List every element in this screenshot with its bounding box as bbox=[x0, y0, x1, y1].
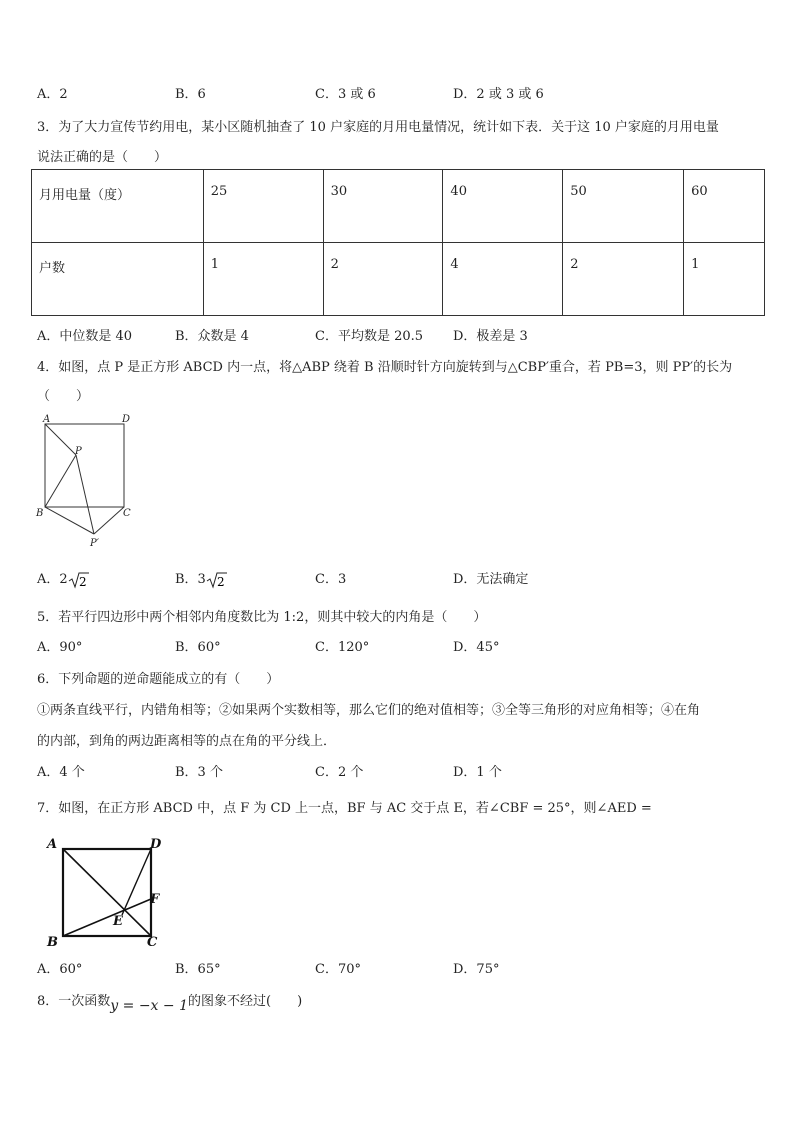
q4-option-b bbox=[175, 568, 228, 589]
q5-stem: 5．若平行四边形中两个相邻内角度数比为 1:2，则其中较大的内角是（ ） bbox=[37, 610, 487, 625]
q2-option-d: D．2 或 3 或 6 bbox=[453, 87, 544, 102]
q7-option-a: A．60° bbox=[37, 962, 83, 977]
table-cell: 30 bbox=[323, 170, 443, 243]
q8-stem bbox=[37, 990, 303, 1014]
q2-option-b: B．6 bbox=[175, 87, 206, 102]
q5-option-a: A．90° bbox=[37, 640, 83, 655]
table-row bbox=[32, 243, 765, 316]
table-header-usage: 月用电量（度） bbox=[32, 170, 204, 243]
q7-option-b: B．65° bbox=[175, 962, 221, 977]
table-cell: 50 bbox=[563, 170, 684, 243]
q4-option-b-radicand: 2 bbox=[216, 574, 225, 589]
q7-option-d: D．75° bbox=[453, 962, 500, 977]
point-label-p-prime: P′ bbox=[90, 538, 99, 549]
q4-option-a bbox=[37, 568, 90, 589]
q4-stem-line2: （ ） bbox=[37, 389, 90, 404]
point-label-e: E bbox=[113, 914, 123, 929]
table-row bbox=[32, 170, 765, 243]
point-label-b: B bbox=[47, 935, 58, 950]
table-cell: 2 bbox=[563, 243, 684, 316]
table-cell: 1 bbox=[203, 243, 323, 316]
q8-formula: y = −x − 1 bbox=[110, 998, 188, 1014]
q6-option-c: C．2 个 bbox=[315, 765, 364, 780]
q6-stem-line2: ①两条直线平行，内错角相等；②如果两个实数相等，那么它们的绝对值相等；③全等三角形的对应角相等；④在角 bbox=[37, 703, 701, 718]
point-label-a: A bbox=[43, 414, 51, 425]
table-cell: 4 bbox=[443, 243, 563, 316]
point-label-b: B bbox=[36, 508, 44, 519]
sqrt-icon bbox=[206, 571, 228, 589]
table-header-households: 户数 bbox=[32, 243, 204, 316]
q3-option-a: A．中位数是 40 bbox=[37, 329, 133, 344]
point-label-a: A bbox=[47, 837, 58, 852]
q7-stem: 7．如图，在正方形 ABCD 中，点 F 为 CD 上一点，BF 与 AC 交于点 E，若∠CBF = 25°，则∠AED = bbox=[37, 801, 652, 816]
q3-statistics-table bbox=[31, 169, 765, 316]
q4-stem-line1: 4．如图，点 P 是正方形 ABCD 内一点，将△ABP 绕着 B 沿顺时针方向旋转到与△CBP′重合，若 PB=3，则 PP′的长为 bbox=[37, 360, 733, 375]
point-label-d: D bbox=[150, 837, 162, 852]
q3-stem-line2: 说法正确的是（ ） bbox=[37, 150, 168, 165]
q2-option-a: A．2 bbox=[37, 87, 68, 102]
q6-stem-line3: 的内部，到角的两边距离相等的点在角的平分线上． bbox=[37, 734, 337, 749]
q4-option-c: C．3 bbox=[315, 572, 347, 587]
q4-option-a-prefix: A．2 bbox=[37, 572, 68, 587]
table-cell: 25 bbox=[203, 170, 323, 243]
q4-square-figure bbox=[30, 412, 140, 552]
q2-option-c: C．3 或 6 bbox=[315, 87, 376, 102]
table-cell: 2 bbox=[323, 243, 443, 316]
q6-option-d: D．1 个 bbox=[453, 765, 502, 780]
table-cell: 1 bbox=[684, 243, 765, 316]
q6-option-a: A．4 个 bbox=[37, 765, 85, 780]
point-label-c: C bbox=[147, 935, 158, 950]
table-cell: 60 bbox=[684, 170, 765, 243]
q4-option-b-prefix: B．3 bbox=[175, 572, 206, 587]
q6-option-b: B．3 个 bbox=[175, 765, 223, 780]
q3-stem-line1: 3．为了大力宣传节约用电，某小区随机抽查了 10 户家庭的月用电量情况，统计如下表．关于这 10 户家庭的月用电量 bbox=[37, 120, 719, 135]
q5-option-d: D．45° bbox=[453, 640, 500, 655]
q3-option-b: B．众数是 4 bbox=[175, 329, 249, 344]
table-cell: 40 bbox=[443, 170, 563, 243]
q6-stem-line1: 6．下列命题的逆命题能成立的有（ ） bbox=[37, 672, 280, 687]
q8-stem-suffix: 的图象不经过( ) bbox=[188, 994, 303, 1009]
q4-option-d: D．无法确定 bbox=[453, 572, 529, 587]
q3-option-c: C．平均数是 20.5 bbox=[315, 329, 424, 344]
q4-option-a-radicand: 2 bbox=[78, 574, 87, 589]
point-label-f: F bbox=[150, 892, 160, 907]
point-label-p: P bbox=[75, 446, 82, 457]
sqrt-icon bbox=[68, 571, 90, 589]
point-label-d: D bbox=[122, 414, 131, 425]
q8-stem-prefix: 8．一次函数 bbox=[37, 994, 111, 1009]
q7-square-figure bbox=[40, 830, 170, 952]
q5-option-b: B．60° bbox=[175, 640, 221, 655]
q5-option-c: C．120° bbox=[315, 640, 370, 655]
point-label-c: C bbox=[123, 508, 131, 519]
q7-option-c: C．70° bbox=[315, 962, 361, 977]
q3-option-d: D．极差是 3 bbox=[453, 329, 528, 344]
